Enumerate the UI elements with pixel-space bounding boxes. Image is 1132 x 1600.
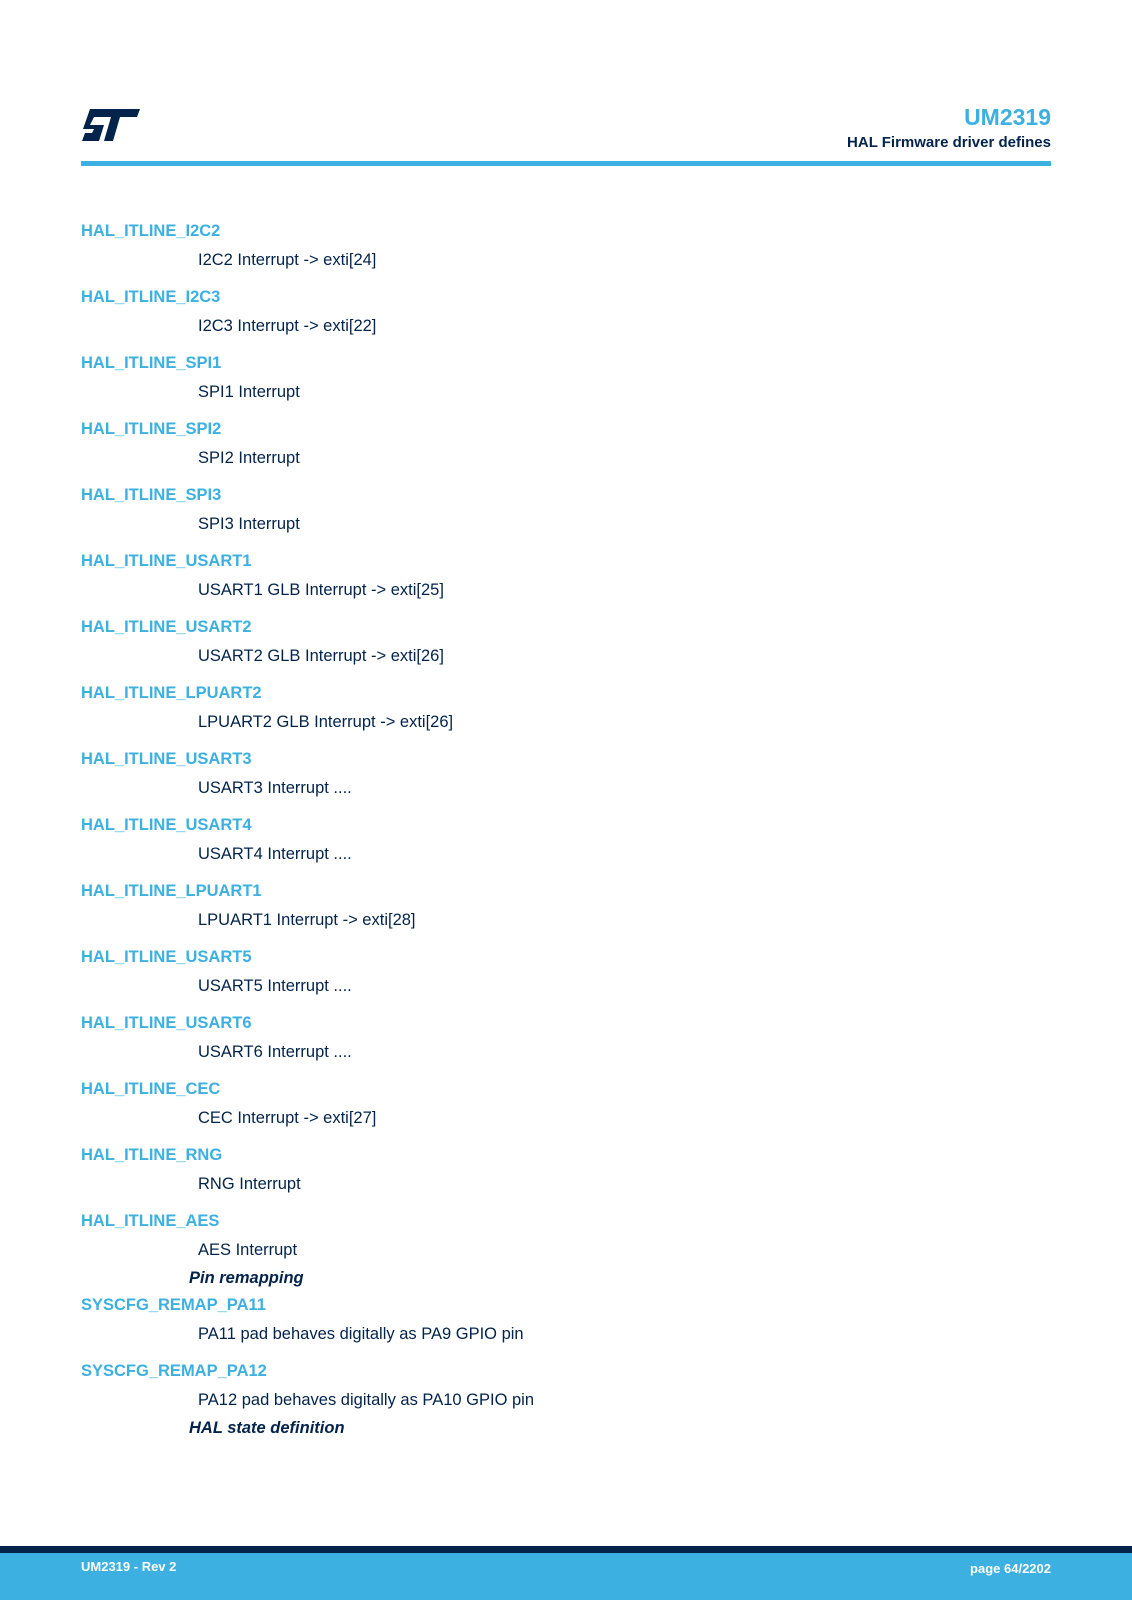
define-list — [81, 216, 1051, 1440]
define-entry — [81, 480, 1051, 546]
define-description: USART1 GLB Interrupt -> exti[25] — [198, 581, 444, 599]
define-entry — [81, 1206, 1051, 1272]
section-label-pin-remapping — [81, 1264, 1051, 1290]
define-entry — [81, 1008, 1051, 1074]
define-description: SPI1 Interrupt — [198, 383, 300, 401]
define-entry — [81, 1290, 1051, 1356]
define-description: RNG Interrupt — [198, 1175, 301, 1193]
define-name: HAL_ITLINE_USART5 — [81, 948, 252, 966]
define-description: LPUART2 GLB Interrupt -> exti[26] — [198, 713, 454, 731]
define-name: HAL_ITLINE_USART6 — [81, 1014, 252, 1032]
define-entry — [81, 876, 1051, 942]
remap-entries — [81, 1290, 1051, 1422]
footer-divider — [0, 1546, 1132, 1553]
section-label-hal-state — [81, 1414, 1051, 1440]
define-description: USART2 GLB Interrupt -> exti[26] — [198, 647, 444, 665]
define-entry — [81, 216, 1051, 282]
footer-revision: UM2319 - Rev 2 — [81, 1559, 177, 1574]
define-name: HAL_ITLINE_SPI1 — [81, 354, 222, 372]
define-description: I2C3 Interrupt -> exti[22] — [198, 317, 377, 335]
header-divider — [81, 161, 1051, 166]
define-entry — [81, 942, 1051, 1008]
define-entry — [81, 1140, 1051, 1206]
define-name: HAL_ITLINE_USART2 — [81, 618, 252, 636]
define-description: AES Interrupt — [198, 1241, 298, 1259]
define-description: SPI2 Interrupt — [198, 449, 300, 467]
define-entry — [81, 546, 1051, 612]
section-label-text: HAL state definition — [189, 1419, 345, 1437]
define-entry — [81, 282, 1051, 348]
define-name: HAL_ITLINE_RNG — [81, 1146, 223, 1164]
section-label-text: Pin remapping — [189, 1269, 304, 1287]
define-name: SYSCFG_REMAP_PA12 — [81, 1362, 267, 1380]
define-entry — [81, 678, 1051, 744]
itline-entries — [81, 216, 1051, 1272]
footer-page-number: page 64/2202 — [970, 1561, 1051, 1576]
define-entry — [81, 744, 1051, 810]
define-description: CEC Interrupt -> exti[27] — [198, 1109, 377, 1127]
define-description: I2C2 Interrupt -> exti[24] — [198, 251, 377, 269]
define-name: HAL_ITLINE_AES — [81, 1212, 220, 1230]
st-logo — [80, 107, 142, 143]
define-entry — [81, 1074, 1051, 1140]
define-entry — [81, 1356, 1051, 1422]
define-name: HAL_ITLINE_USART3 — [81, 750, 252, 768]
define-description: LPUART1 Interrupt -> exti[28] — [198, 911, 416, 929]
define-entry — [81, 414, 1051, 480]
define-name: HAL_ITLINE_I2C3 — [81, 288, 221, 306]
define-entry — [81, 810, 1051, 876]
define-name: HAL_ITLINE_USART4 — [81, 816, 252, 834]
define-description: USART6 Interrupt .... — [198, 1043, 352, 1061]
define-description: PA12 pad behaves digitally as PA10 GPIO pin — [198, 1391, 535, 1409]
define-name: HAL_ITLINE_USART1 — [81, 552, 252, 570]
define-name: HAL_ITLINE_I2C2 — [81, 222, 221, 240]
define-entry — [81, 612, 1051, 678]
define-description: USART4 Interrupt .... — [198, 845, 352, 863]
define-name: HAL_ITLINE_SPI2 — [81, 420, 222, 438]
define-name: HAL_ITLINE_CEC — [81, 1080, 221, 1098]
define-name: HAL_ITLINE_LPUART2 — [81, 684, 262, 702]
define-description: USART5 Interrupt .... — [198, 977, 352, 995]
define-description: SPI3 Interrupt — [198, 515, 300, 533]
define-name: SYSCFG_REMAP_PA11 — [81, 1296, 266, 1314]
document-subtitle: HAL Firmware driver defines — [847, 134, 1051, 151]
define-description: PA11 pad behaves digitally as PA9 GPIO pin — [198, 1325, 524, 1343]
define-name: HAL_ITLINE_SPI3 — [81, 486, 222, 504]
document-id: UM2319 — [964, 104, 1051, 130]
define-description: USART3 Interrupt .... — [198, 779, 352, 797]
define-entry — [81, 348, 1051, 414]
define-name: HAL_ITLINE_LPUART1 — [81, 882, 262, 900]
